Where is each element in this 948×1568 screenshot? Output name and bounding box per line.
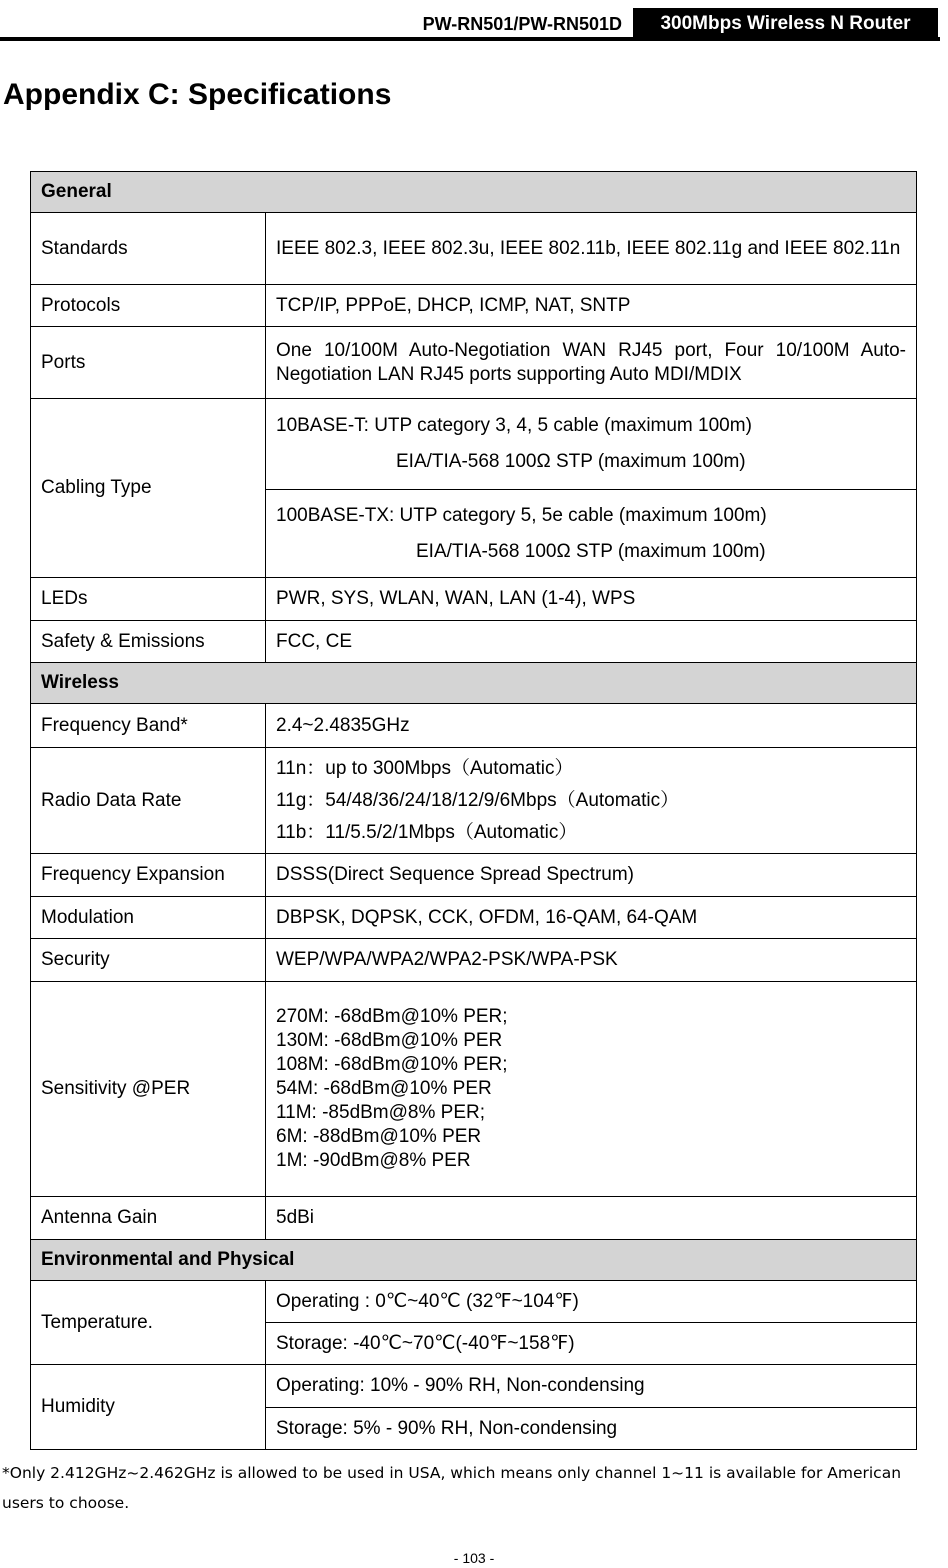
table-row [31,854,917,897]
table-row [31,748,917,854]
row-label: Standards [31,213,266,285]
section-environmental [31,1240,917,1281]
row-value: 2.4~2.4835GHz [266,704,917,748]
row-value: DBPSK, DQPSK, CCK, OFDM, 16-QAM, 64-QAM [266,897,917,939]
sensitivity-line: 270M: -68dBm@10% PER; [276,1006,508,1027]
row-label: Humidity [31,1365,266,1450]
row-label: Frequency Band* [31,704,266,748]
page-number: - 103 - [453,1550,495,1566]
header-product: 300Mbps Wireless N Router [633,8,938,38]
section-label: Environmental and Physical [31,1240,917,1281]
table-row [31,1365,917,1408]
table-row [31,1281,917,1323]
table-row [31,327,917,399]
spec-table [30,171,917,1450]
table-row [31,704,917,748]
table-row [31,939,917,982]
table-row [31,621,917,663]
row-label: Cabling Type [31,399,266,578]
section-label: Wireless [31,663,917,704]
sensitivity-line: 130M: -68dBm@10% PER [276,1030,503,1051]
row-value [266,748,917,854]
section-wireless [31,663,917,704]
row-value: WEP/WPA/WPA2/WPA2-PSK/WPA-PSK [266,939,917,982]
row-value: DSSS(Direct Sequence Spread Spectrum) [266,854,917,897]
sensitivity-line: 6M: -88dBm@10% PER [276,1126,482,1147]
sensitivity-line: 1M: -90dBm@8% PER [276,1150,471,1171]
sensitivity-line: 108M: -68dBm@10% PER; [276,1054,508,1075]
page-header [0,0,948,44]
row-label: LEDs [31,578,266,621]
row-label: Radio Data Rate [31,748,266,854]
footnote: *Only 2.412GHz~2.462GHz is allowed to be used in USA, which means only channel 1~11 is available for American users to choose. [2,1464,902,1512]
table-row [31,982,917,1197]
table-row [31,285,917,327]
cabling-line: 10BASE-T: UTP category 3, 4, 5 cable (maximum 100m) [276,415,752,436]
row-label: Security [31,939,266,982]
table-row [31,897,917,939]
table-row [31,578,917,621]
rate-line: 11n：up to 300Mbps（Automatic） [276,757,574,779]
row-label: Temperature. [31,1281,266,1365]
sensitivity-line: 54M: -68dBm@10% PER [276,1078,492,1099]
table-row [31,213,917,285]
row-value: Storage: 5% - 90% RH, Non-condensing [266,1408,917,1450]
header-model: PW-RN501/PW-RN501D [422,14,622,34]
row-value: TCP/IP, PPPoE, DHCP, ICMP, NAT, SNTP [266,285,917,327]
sensitivity-line: 11M: -85dBm@8% PER; [276,1102,486,1123]
header-rule [0,37,940,41]
row-label: Antenna Gain [31,1197,266,1240]
table-row [31,1197,917,1240]
page-title: Appendix C: Specifications [3,78,392,111]
row-label: Protocols [31,285,266,327]
cabling-10base-t [266,399,917,490]
table-row [31,399,917,490]
row-value: PWR, SYS, WLAN, WAN, LAN (1-4), WPS [266,578,917,621]
row-value: One 10/100M Auto-Negotiation WAN RJ45 port, Four 10/100M Auto-Negotiation LAN RJ45 ports supporting Auto MDI/MDIX [266,327,917,399]
row-label: Sensitivity @PER [31,982,266,1197]
rate-line: 11g：54/48/36/24/18/12/9/6Mbps（Automatic） [276,789,680,811]
section-label: General [31,172,917,213]
cabling-line: 100BASE-TX: UTP category 5, 5e cable (maximum 100m) [276,504,767,526]
row-label: Ports [31,327,266,399]
row-value: Operating : 0℃~40℃ (32℉~104℉) [266,1281,917,1323]
row-value: FCC, CE [266,621,917,663]
row-label: Safety & Emissions [31,621,266,663]
row-label: Modulation [31,897,266,939]
section-general [31,172,917,213]
row-value: Storage: -40℃~70℃(-40℉~158℉) [266,1323,917,1365]
row-value [266,982,917,1197]
cabling-100base-tx [266,490,917,578]
row-value: Operating: 10% - 90% RH, Non-condensing [266,1365,917,1408]
row-value: IEEE 802.3, IEEE 802.3u, IEEE 802.11b, IEEE 802.11g and IEEE 802.11n [266,213,917,285]
row-value: 5dBi [266,1197,917,1240]
cabling-line: EIA/TIA-568 100Ω STP (maximum 100m) [416,540,766,562]
cabling-line: EIA/TIA-568 100Ω STP (maximum 100m) [396,451,746,472]
rate-line: 11b：11/5.5/2/1Mbps（Automatic） [276,821,578,843]
row-label: Frequency Expansion [31,854,266,897]
